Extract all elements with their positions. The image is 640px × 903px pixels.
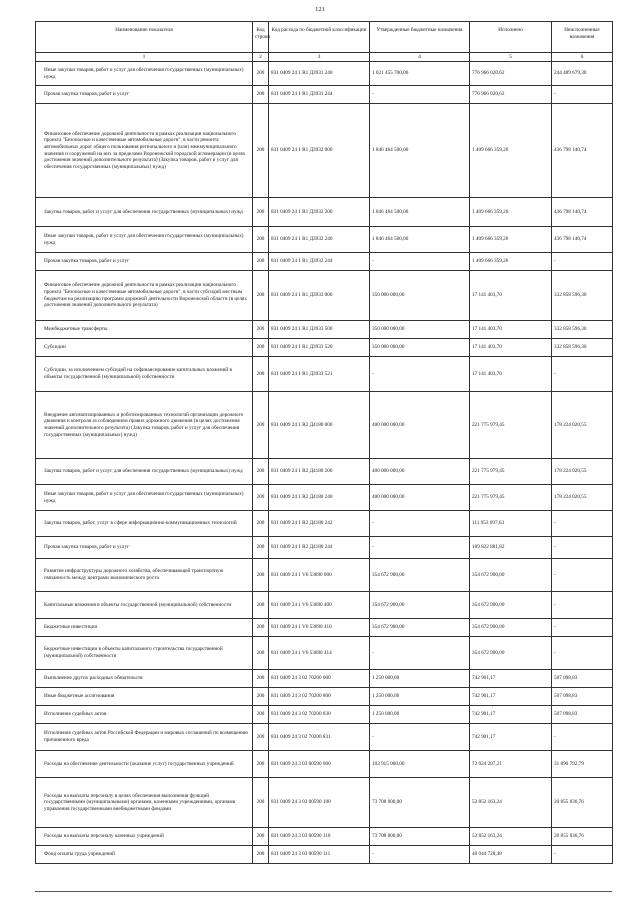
row-unexecuted: - (552, 537, 613, 559)
row-executed: 221 775 979,45 (470, 459, 552, 485)
row-executed: 111 953 097,63 (470, 511, 552, 537)
row-approved: 1 846 464 500,00 (370, 198, 470, 227)
row-name: Закупка товаров, работ, услуг в сфере информационно-коммуникационных технологий (36, 511, 253, 537)
row-code: 200 (253, 778, 269, 828)
row-code: 200 (253, 357, 269, 392)
row-name: Бюджетные инвестиции (36, 619, 253, 637)
row-executed: 17 141 403,70 (470, 321, 552, 339)
row-code: 200 (253, 86, 269, 104)
row-name: Бюджетные инвестиции в объекты капитального строительства государственной (муниципальной) собственности (36, 637, 253, 670)
row-approved: 1 250 000,00 (370, 688, 470, 706)
row-unexecuted: 244 489 679,38 (552, 62, 613, 86)
row-unexecuted: 31 890 792,79 (552, 751, 613, 778)
table-row (36, 778, 613, 828)
row-approved: 400 000 000,00 (370, 485, 470, 511)
row-unexecuted: 507 098,83 (552, 706, 613, 724)
column-number: 6 (552, 53, 613, 62)
row-approved: 1 250 000,00 (370, 670, 470, 688)
table-row (36, 706, 613, 724)
row-kbk: 831 0409 24 3 03 00590 111 (269, 846, 370, 864)
row-unexecuted: 20 855 836,76 (552, 778, 613, 828)
row-code: 200 (253, 751, 269, 778)
row-unexecuted: - (552, 619, 613, 637)
row-approved: 400 000 000,00 (370, 392, 470, 459)
row-name: Прочая закупка товаров, работ и услуг (36, 537, 253, 559)
row-kbk: 831 0409 24 1 R1 Д3932 000 (269, 104, 370, 198)
row-name: Иные закупки товаров, работ и услуг для обеспечения государственных (муниципальных) нужд (36, 485, 253, 511)
row-code: 200 (253, 706, 269, 724)
row-name: Финансовое обеспечение дорожной деятельности в рамках реализации национального проекта "Безопасные и качественные автомобильные дороги", в части субсидий местным бюджетам на реализацию программ дорожной деятельности Воронежской области (в целях достижения значений дополнительного результата) (36, 271, 253, 321)
row-executed: 1 409 666 359,26 (470, 253, 552, 271)
row-name: Выполнение других расходных обязательств (36, 670, 253, 688)
row-name: Закупка товаров, работ и услуг для обеспечения государственных (муниципальных) нужд (36, 198, 253, 227)
row-executed: 40 044 728,48 (470, 846, 552, 864)
row-code: 200 (253, 459, 269, 485)
row-executed: 1 409 666 359,26 (470, 198, 552, 227)
row-code: 200 (253, 637, 269, 670)
row-unexecuted: - (552, 637, 613, 670)
row-unexecuted: 332 858 596,30 (552, 339, 613, 357)
row-executed: 742 901,17 (470, 706, 552, 724)
row-kbk: 831 0409 24 1 V6 53890 000 (269, 559, 370, 592)
column-number: 3 (269, 53, 370, 62)
row-name: Субсидии (36, 339, 253, 357)
row-kbk: 831 0409 24 3 03 00590 000 (269, 751, 370, 778)
row-approved: 1 021 455 700,00 (370, 62, 470, 86)
table-row (36, 321, 613, 339)
column-number: 1 (36, 53, 253, 62)
row-kbk: 831 0409 24 1 R1 Д3931 244 (269, 86, 370, 104)
row-executed: 221 775 979,45 (470, 392, 552, 459)
row-executed: 52 852 163,24 (470, 828, 552, 846)
row-code: 200 (253, 537, 269, 559)
row-unexecuted: 20 855 836,76 (552, 828, 613, 846)
row-kbk: 831 0409 24 3 02 70200 800 (269, 688, 370, 706)
table-row (36, 688, 613, 706)
row-code: 200 (253, 670, 269, 688)
row-approved: 1 250 000,00 (370, 706, 470, 724)
row-unexecuted: 178 224 020,55 (552, 392, 613, 459)
table-row (36, 559, 613, 592)
row-code: 200 (253, 619, 269, 637)
row-approved: 73 708 000,00 (370, 828, 470, 846)
row-approved: 350 000 000,00 (370, 321, 470, 339)
row-executed: 776 966 020,62 (470, 86, 552, 104)
row-executed: 221 775 979,45 (470, 485, 552, 511)
row-executed: 742 901,17 (470, 688, 552, 706)
row-approved: 350 000 000,00 (370, 339, 470, 357)
table-row (36, 846, 613, 864)
row-name: Развитие инфраструктуры дорожного хозяйства, обеспечивающей транспортную связанность между центрами экономического роста (36, 559, 253, 592)
row-unexecuted: - (552, 511, 613, 537)
row-kbk: 831 0409 24 3 03 00590 110 (269, 828, 370, 846)
row-code: 200 (253, 339, 269, 357)
row-code: 200 (253, 846, 269, 864)
row-code: 200 (253, 271, 269, 321)
row-code: 200 (253, 559, 269, 592)
table-row (36, 392, 613, 459)
row-name: Закупка товаров, работ и услуг для обеспечения государственных (муниципальных) нужд (36, 459, 253, 485)
row-code: 200 (253, 227, 269, 253)
row-kbk: 831 0409 24 1 R1 Д3933 000 (269, 271, 370, 321)
row-kbk: 831 0409 24 1 V6 53890 414 (269, 637, 370, 670)
header-unexecuted: Неисполненные назначения (552, 22, 613, 53)
page-number: 121 (315, 6, 325, 13)
row-kbk: 831 0409 24 1 R2 Д4180 240 (269, 485, 370, 511)
row-unexecuted: 332 858 596,30 (552, 271, 613, 321)
row-unexecuted: - (552, 724, 613, 751)
table-row (36, 619, 613, 637)
header-name: Наименование показателя (36, 22, 253, 53)
row-name: Финансовое обеспечение дорожной деятельности в рамках реализации национального проекта "Безопасные и качественные автомобильные дороги", в части ремонта автомобильных дорог общего пользования регионального и (или) межмуниципального значения и сооружений на них за пределами Воронежской городской агломерации (в целях достижения значений дополнительного результата) (Закупка товаров, работ и услуг для обеспечения государственных (муниципальных) нужд) (36, 104, 253, 198)
row-unexecuted: - (552, 559, 613, 592)
row-approved: 103 915 000,00 (370, 751, 470, 778)
row-code: 200 (253, 62, 269, 86)
row-kbk: 831 0409 24 1 R1 Д3933 500 (269, 321, 370, 339)
row-approved: - (370, 537, 470, 559)
row-approved: 354 672 900,00 (370, 619, 470, 637)
table-row (36, 104, 613, 198)
row-executed: 17 141 403,70 (470, 339, 552, 357)
table-row (36, 592, 613, 619)
row-name: Прочая закупка товаров, работ и услуг (36, 86, 253, 104)
table-row (36, 227, 613, 253)
row-kbk: 831 0409 24 3 02 70200 831 (269, 724, 370, 751)
row-code: 200 (253, 198, 269, 227)
table-row (36, 751, 613, 778)
column-number: 2 (253, 53, 269, 62)
row-unexecuted: 332 858 596,30 (552, 321, 613, 339)
row-approved: 1 846 464 500,00 (370, 104, 470, 198)
row-kbk: 831 0409 24 1 R1 Д3933 521 (269, 357, 370, 392)
row-executed: 72 024 207,21 (470, 751, 552, 778)
row-unexecuted: - (552, 86, 613, 104)
row-executed: 742 901,17 (470, 670, 552, 688)
row-code: 200 (253, 511, 269, 537)
table-row (36, 828, 613, 846)
row-executed: 1 409 666 359,26 (470, 227, 552, 253)
row-code: 200 (253, 688, 269, 706)
column-number: 5 (470, 53, 552, 62)
row-executed: 17 141 403,70 (470, 357, 552, 392)
row-kbk: 831 0409 24 1 V6 53890 410 (269, 619, 370, 637)
row-approved: 350 000 000,00 (370, 271, 470, 321)
row-kbk: 831 0409 24 1 R1 Д3933 520 (269, 339, 370, 357)
row-code: 200 (253, 592, 269, 619)
table-row (36, 485, 613, 511)
table-row (36, 198, 613, 227)
row-code: 200 (253, 392, 269, 459)
row-unexecuted: - (552, 253, 613, 271)
row-name: Иные бюджетные ассигнования (36, 688, 253, 706)
row-executed: 52 852 163,24 (470, 778, 552, 828)
row-name: Фонд оплаты труда учреждений (36, 846, 253, 864)
row-approved: 354 672 900,00 (370, 592, 470, 619)
table-row (36, 670, 613, 688)
table-row (36, 86, 613, 104)
row-unexecuted: 178 224 020,55 (552, 459, 613, 485)
row-unexecuted: - (552, 592, 613, 619)
row-executed: 109 822 881,82 (470, 537, 552, 559)
bottom-divider (35, 891, 612, 892)
column-number: 4 (370, 53, 470, 62)
row-name: Прочая закупка товаров, работ и услуг (36, 253, 253, 271)
row-approved: 354 672 900,00 (370, 559, 470, 592)
row-kbk: 831 0409 24 1 V6 53890 400 (269, 592, 370, 619)
row-executed: 354 672 900,00 (470, 637, 552, 670)
table-row (36, 62, 613, 86)
row-unexecuted: 436 798 140,74 (552, 198, 613, 227)
row-unexecuted: - (552, 357, 613, 392)
row-kbk: 831 0409 24 1 R1 Д3932 200 (269, 198, 370, 227)
row-name: Иные закупки товаров, работ и услуг для обеспечения государственных (муниципальных) нужд (36, 62, 253, 86)
row-approved: - (370, 86, 470, 104)
row-code: 200 (253, 321, 269, 339)
table-row (36, 537, 613, 559)
table-body (36, 62, 613, 864)
row-code: 200 (253, 724, 269, 751)
table-row (36, 511, 613, 537)
row-approved: 73 708 000,00 (370, 778, 470, 828)
row-approved: - (370, 724, 470, 751)
header-executed: Исполнено (470, 22, 552, 53)
row-name: Расходы на выплаты персоналу казенных учреждений (36, 828, 253, 846)
header-kbk: Код расхода по бюджетной классификации (269, 22, 370, 53)
row-name: Исполнение судебных актов (36, 706, 253, 724)
row-code: 200 (253, 253, 269, 271)
row-executed: 742 901,17 (470, 724, 552, 751)
row-executed: 776 966 020,62 (470, 62, 552, 86)
table-row (36, 271, 613, 321)
row-unexecuted: 507 098,83 (552, 688, 613, 706)
row-name: Иные закупки товаров, работ и услуг для обеспечения государственных (муниципальных) нужд (36, 227, 253, 253)
header-code: Код строки (253, 22, 269, 53)
table-header-row (36, 22, 613, 53)
row-approved: - (370, 846, 470, 864)
table-row (36, 724, 613, 751)
table-row (36, 253, 613, 271)
table-row (36, 459, 613, 485)
row-name: Внедрение автоматизированных и роботизированных технологий организации дорожного движения и контроля за соблюдением правил дорожного движения (в целях достижения значений дополнительного результата) (Закупка товаров, работ и услуг для обеспечения государственных (муниципальных) нужд) (36, 392, 253, 459)
row-kbk: 831 0409 24 1 R2 Д4180 200 (269, 459, 370, 485)
row-approved: 1 846 464 500,00 (370, 227, 470, 253)
row-executed: 17 141 403,70 (470, 271, 552, 321)
row-executed: 354 672 900,00 (470, 559, 552, 592)
row-kbk: 831 0409 24 1 R2 Д4180 000 (269, 392, 370, 459)
row-kbk: 831 0409 24 1 R2 Д4180 242 (269, 511, 370, 537)
column-number-row (36, 53, 613, 62)
row-kbk: 831 0409 24 1 R1 Д3932 244 (269, 253, 370, 271)
row-approved: - (370, 253, 470, 271)
budget-execution-table (35, 21, 613, 864)
row-code: 200 (253, 828, 269, 846)
row-name: Субсидии, за исключением субсидий на софинансирование капитальных вложений в объекты государственной (муниципальной) собственности (36, 357, 253, 392)
row-executed: 354 672 900,00 (470, 592, 552, 619)
row-approved: - (370, 357, 470, 392)
row-executed: 1 409 666 359,26 (470, 104, 552, 198)
row-code: 200 (253, 104, 269, 198)
row-kbk: 831 0409 24 3 02 70200 830 (269, 706, 370, 724)
row-name: Исполнение судебных актов Российской Федерации и мировых соглашений по возмещению причиненного вреда (36, 724, 253, 751)
row-unexecuted: 178 224 020,55 (552, 485, 613, 511)
row-unexecuted: 436 798 140,74 (552, 227, 613, 253)
row-kbk: 831 0409 24 3 02 70200 000 (269, 670, 370, 688)
row-executed: 354 672 900,00 (470, 619, 552, 637)
row-approved: - (370, 637, 470, 670)
row-kbk: 831 0409 24 1 R1 Д3932 240 (269, 227, 370, 253)
row-unexecuted: - (552, 846, 613, 864)
row-name: Расходы на выплаты персоналу в целях обеспечения выполнения функций государственными (муниципальными) органами, казенными учреждениями, органами управления государственными внебюджетными фондами (36, 778, 253, 828)
row-unexecuted: 436 798 140,74 (552, 104, 613, 198)
row-kbk: 831 0409 24 1 R2 Д4180 244 (269, 537, 370, 559)
row-approved: 400 000 000,00 (370, 459, 470, 485)
table-row (36, 637, 613, 670)
row-unexecuted: 507 098,83 (552, 670, 613, 688)
row-name: Капитальные вложения в объекты государственной (муниципальной) собственности (36, 592, 253, 619)
header-approved: Утвержденные бюджетные назначения (370, 22, 470, 53)
row-name: Расходы на обеспечение деятельности (оказание услуг) государственных учреждений (36, 751, 253, 778)
table-row (36, 339, 613, 357)
table-row (36, 357, 613, 392)
row-approved: - (370, 511, 470, 537)
row-kbk: 831 0409 24 3 03 00590 100 (269, 778, 370, 828)
row-code: 200 (253, 485, 269, 511)
row-kbk: 831 0409 24 1 R1 Д3931 240 (269, 62, 370, 86)
row-name: Межбюджетные трансферты (36, 321, 253, 339)
